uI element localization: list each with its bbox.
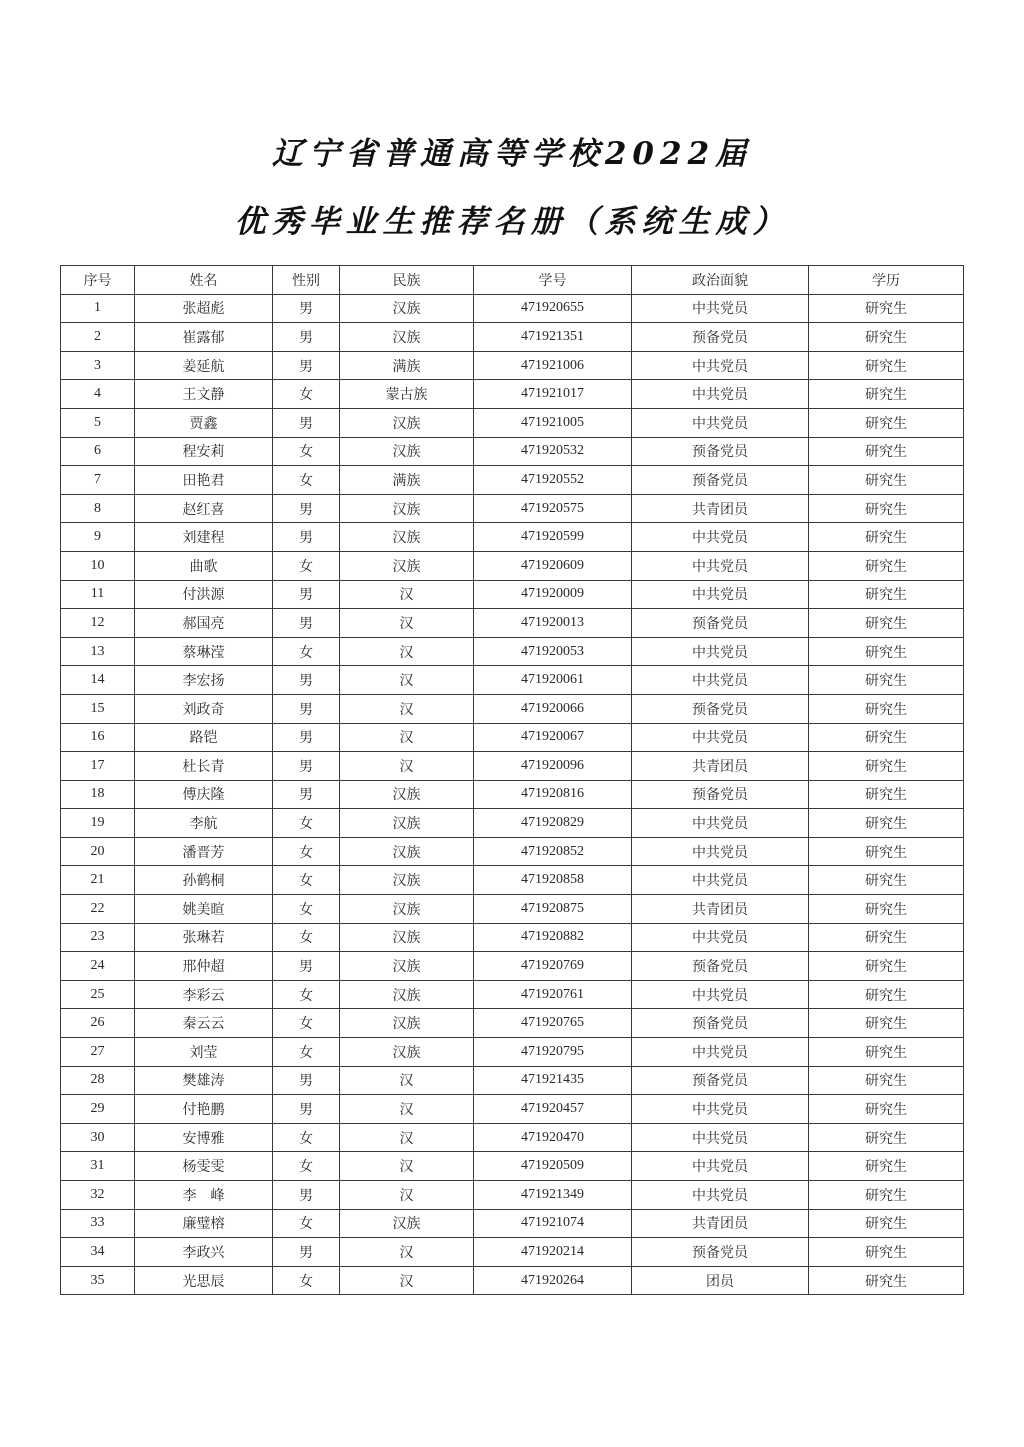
cell-education: 研究生 (809, 1123, 964, 1152)
cell-education: 研究生 (809, 866, 964, 895)
cell-gender: 男 (273, 1181, 340, 1210)
table-row (61, 1238, 964, 1267)
cell-gender: 女 (273, 895, 340, 924)
cell-education: 研究生 (809, 523, 964, 552)
document-title-line-1: 辽宁省普通高等学校2022届 (271, 136, 753, 172)
cell-political-status: 共青团员 (632, 1209, 809, 1238)
cell-name: 刘政奇 (135, 694, 273, 723)
cell-name: 潘晋芳 (135, 837, 273, 866)
cell-education: 研究生 (809, 980, 964, 1009)
table-row (61, 1009, 964, 1038)
cell-political-status: 预备党员 (632, 1066, 809, 1095)
cell-index: 10 (61, 551, 135, 580)
table-row (61, 408, 964, 437)
cell-education: 研究生 (809, 380, 964, 409)
cell-student-id: 471920575 (474, 494, 632, 523)
cell-name: 刘莹 (135, 1038, 273, 1067)
cell-gender: 男 (273, 294, 340, 323)
cell-education: 研究生 (809, 1238, 964, 1267)
cell-name: 李航 (135, 809, 273, 838)
header-row (61, 266, 964, 295)
cell-ethnicity: 汉 (340, 1266, 474, 1295)
table-row (61, 1152, 964, 1181)
cell-education: 研究生 (809, 923, 964, 952)
cell-ethnicity: 汉 (340, 1181, 474, 1210)
cell-political-status: 共青团员 (632, 895, 809, 924)
cell-political-status: 中共党员 (632, 351, 809, 380)
table-row (61, 780, 964, 809)
cell-ethnicity: 汉族 (340, 551, 474, 580)
cell-index: 5 (61, 408, 135, 437)
cell-student-id: 471920609 (474, 551, 632, 580)
cell-student-id: 471920061 (474, 666, 632, 695)
table-row (61, 637, 964, 666)
cell-student-id: 471920264 (474, 1266, 632, 1295)
cell-political-status: 预备党员 (632, 466, 809, 495)
cell-education: 研究生 (809, 1266, 964, 1295)
column-header-ethnicity: 民族 (340, 266, 474, 295)
cell-ethnicity: 满族 (340, 351, 474, 380)
cell-student-id: 471920509 (474, 1152, 632, 1181)
cell-education: 研究生 (809, 609, 964, 638)
table-row (61, 580, 964, 609)
column-header-political-status: 政治面貌 (632, 266, 809, 295)
cell-gender: 女 (273, 380, 340, 409)
cell-education: 研究生 (809, 837, 964, 866)
table-row (61, 837, 964, 866)
table-row (61, 809, 964, 838)
cell-name: 姜延航 (135, 351, 273, 380)
cell-student-id: 471921349 (474, 1181, 632, 1210)
table-row (61, 923, 964, 952)
cell-name: 刘建程 (135, 523, 273, 552)
table-row (61, 866, 964, 895)
cell-gender: 女 (273, 980, 340, 1009)
cell-student-id: 471920816 (474, 780, 632, 809)
table-row (61, 952, 964, 981)
cell-student-id: 471920214 (474, 1238, 632, 1267)
cell-student-id: 471920096 (474, 752, 632, 781)
column-header-index: 序号 (61, 266, 135, 295)
cell-gender: 男 (273, 952, 340, 981)
cell-student-id: 471920875 (474, 895, 632, 924)
cell-name: 张超彪 (135, 294, 273, 323)
cell-gender: 男 (273, 408, 340, 437)
cell-student-id: 471920858 (474, 866, 632, 895)
cell-ethnicity: 汉 (340, 609, 474, 638)
cell-index: 4 (61, 380, 135, 409)
cell-education: 研究生 (809, 694, 964, 723)
cell-index: 34 (61, 1238, 135, 1267)
table-row (61, 752, 964, 781)
table-body (61, 294, 964, 1295)
cell-student-id: 471920067 (474, 723, 632, 752)
cell-student-id: 471920852 (474, 837, 632, 866)
cell-ethnicity: 汉族 (340, 837, 474, 866)
cell-student-id: 471921017 (474, 380, 632, 409)
cell-student-id: 471920532 (474, 437, 632, 466)
cell-political-status: 中共党员 (632, 380, 809, 409)
cell-student-id: 471920795 (474, 1038, 632, 1067)
cell-gender: 男 (273, 666, 340, 695)
cell-student-id: 471920882 (474, 923, 632, 952)
cell-education: 研究生 (809, 494, 964, 523)
cell-political-status: 预备党员 (632, 1009, 809, 1038)
cell-political-status: 中共党员 (632, 1038, 809, 1067)
cell-political-status: 中共党员 (632, 523, 809, 552)
cell-political-status: 中共党员 (632, 980, 809, 1009)
cell-index: 12 (61, 609, 135, 638)
cell-gender: 女 (273, 1038, 340, 1067)
cell-index: 20 (61, 837, 135, 866)
cell-gender: 男 (273, 494, 340, 523)
cell-gender: 男 (273, 1238, 340, 1267)
cell-education: 研究生 (809, 809, 964, 838)
cell-political-status: 预备党员 (632, 952, 809, 981)
cell-political-status: 中共党员 (632, 1123, 809, 1152)
cell-index: 14 (61, 666, 135, 695)
cell-political-status: 中共党员 (632, 637, 809, 666)
cell-ethnicity: 汉 (340, 580, 474, 609)
table-row (61, 323, 964, 352)
cell-political-status: 中共党员 (632, 723, 809, 752)
cell-index: 19 (61, 809, 135, 838)
cell-name: 安博雅 (135, 1123, 273, 1152)
table-row (61, 980, 964, 1009)
cell-name: 路铠 (135, 723, 273, 752)
table-row (61, 723, 964, 752)
cell-political-status: 中共党员 (632, 866, 809, 895)
table-row (61, 437, 964, 466)
table-row (61, 609, 964, 638)
cell-political-status: 中共党员 (632, 837, 809, 866)
cell-index: 30 (61, 1123, 135, 1152)
cell-index: 2 (61, 323, 135, 352)
cell-gender: 男 (273, 523, 340, 552)
cell-gender: 男 (273, 723, 340, 752)
cell-index: 23 (61, 923, 135, 952)
cell-gender: 女 (273, 437, 340, 466)
cell-ethnicity: 汉族 (340, 780, 474, 809)
cell-education: 研究生 (809, 666, 964, 695)
cell-student-id: 471921074 (474, 1209, 632, 1238)
cell-student-id: 471920655 (474, 294, 632, 323)
table-row (61, 1038, 964, 1067)
cell-ethnicity: 汉 (340, 637, 474, 666)
table-row (61, 523, 964, 552)
cell-political-status: 预备党员 (632, 1238, 809, 1267)
cell-political-status: 中共党员 (632, 1095, 809, 1124)
cell-index: 29 (61, 1095, 135, 1124)
cell-ethnicity: 汉族 (340, 923, 474, 952)
cell-education: 研究生 (809, 780, 964, 809)
cell-index: 16 (61, 723, 135, 752)
cell-education: 研究生 (809, 466, 964, 495)
table-row (61, 666, 964, 695)
cell-gender: 男 (273, 323, 340, 352)
cell-education: 研究生 (809, 1181, 964, 1210)
cell-ethnicity: 汉 (340, 752, 474, 781)
cell-gender: 女 (273, 1209, 340, 1238)
cell-index: 32 (61, 1181, 135, 1210)
cell-index: 31 (61, 1152, 135, 1181)
cell-gender: 女 (273, 551, 340, 580)
cell-index: 25 (61, 980, 135, 1009)
cell-education: 研究生 (809, 1152, 964, 1181)
cell-gender: 男 (273, 609, 340, 638)
cell-ethnicity: 蒙古族 (340, 380, 474, 409)
cell-ethnicity: 汉族 (340, 1209, 474, 1238)
cell-student-id: 471920769 (474, 952, 632, 981)
cell-name: 姚美暄 (135, 895, 273, 924)
table-row (61, 1209, 964, 1238)
cell-education: 研究生 (809, 752, 964, 781)
cell-name: 李宏扬 (135, 666, 273, 695)
cell-political-status: 中共党员 (632, 580, 809, 609)
cell-name: 樊雄涛 (135, 1066, 273, 1095)
cell-education: 研究生 (809, 952, 964, 981)
cell-student-id: 471920053 (474, 637, 632, 666)
column-header-gender: 性别 (273, 266, 340, 295)
table-row (61, 1123, 964, 1152)
cell-political-status: 中共党员 (632, 294, 809, 323)
cell-ethnicity: 汉族 (340, 523, 474, 552)
cell-student-id: 471920470 (474, 1123, 632, 1152)
cell-index: 26 (61, 1009, 135, 1038)
cell-name: 秦云云 (135, 1009, 273, 1038)
table-row (61, 380, 964, 409)
cell-gender: 男 (273, 780, 340, 809)
cell-index: 15 (61, 694, 135, 723)
cell-political-status: 中共党员 (632, 1152, 809, 1181)
cell-gender: 男 (273, 752, 340, 781)
cell-ethnicity: 汉 (340, 1123, 474, 1152)
cell-gender: 女 (273, 837, 340, 866)
cell-student-id: 471921006 (474, 351, 632, 380)
cell-ethnicity: 汉族 (340, 294, 474, 323)
cell-gender: 女 (273, 637, 340, 666)
cell-gender: 女 (273, 1009, 340, 1038)
graduate-roster-table (60, 265, 964, 1295)
cell-name: 付洪源 (135, 580, 273, 609)
cell-student-id: 471920066 (474, 694, 632, 723)
table-row (61, 1095, 964, 1124)
cell-student-id: 471920765 (474, 1009, 632, 1038)
cell-education: 研究生 (809, 1038, 964, 1067)
cell-ethnicity: 汉 (340, 1238, 474, 1267)
cell-name: 贾鑫 (135, 408, 273, 437)
cell-name: 孙鹤桐 (135, 866, 273, 895)
cell-name: 田艳君 (135, 466, 273, 495)
cell-education: 研究生 (809, 1095, 964, 1124)
table-row (61, 351, 964, 380)
cell-gender: 男 (273, 580, 340, 609)
cell-education: 研究生 (809, 1009, 964, 1038)
cell-student-id: 471921351 (474, 323, 632, 352)
table-row (61, 494, 964, 523)
cell-index: 7 (61, 466, 135, 495)
cell-education: 研究生 (809, 580, 964, 609)
cell-student-id: 471920552 (474, 466, 632, 495)
table-row (61, 1266, 964, 1295)
cell-index: 1 (61, 294, 135, 323)
cell-education: 研究生 (809, 351, 964, 380)
cell-ethnicity: 汉族 (340, 980, 474, 1009)
cell-name: 程安莉 (135, 437, 273, 466)
cell-index: 3 (61, 351, 135, 380)
cell-ethnicity: 汉族 (340, 809, 474, 838)
cell-political-status: 预备党员 (632, 780, 809, 809)
cell-gender: 男 (273, 351, 340, 380)
cell-political-status: 中共党员 (632, 809, 809, 838)
column-header-student-id: 学号 (474, 266, 632, 295)
cell-name: 李 峰 (135, 1181, 273, 1210)
cell-name: 张琳若 (135, 923, 273, 952)
cell-ethnicity: 汉 (340, 723, 474, 752)
cell-education: 研究生 (809, 294, 964, 323)
cell-ethnicity: 汉族 (340, 437, 474, 466)
table-row (61, 895, 964, 924)
cell-political-status: 共青团员 (632, 494, 809, 523)
cell-ethnicity: 汉 (340, 1152, 474, 1181)
cell-ethnicity: 汉族 (340, 494, 474, 523)
cell-gender: 男 (273, 1095, 340, 1124)
document-title-line-2: 优秀毕业生推荐名册（系统生成） (234, 204, 790, 240)
cell-student-id: 471920599 (474, 523, 632, 552)
cell-index: 33 (61, 1209, 135, 1238)
cell-gender: 男 (273, 1066, 340, 1095)
cell-name: 王文静 (135, 380, 273, 409)
cell-ethnicity: 汉 (340, 1066, 474, 1095)
cell-gender: 女 (273, 466, 340, 495)
cell-ethnicity: 汉 (340, 694, 474, 723)
cell-student-id: 471920009 (474, 580, 632, 609)
cell-ethnicity: 汉族 (340, 1038, 474, 1067)
cell-index: 27 (61, 1038, 135, 1067)
cell-index: 35 (61, 1266, 135, 1295)
column-header-name: 姓名 (135, 266, 273, 295)
table-row (61, 1181, 964, 1210)
cell-student-id: 471920829 (474, 809, 632, 838)
cell-name: 赵红喜 (135, 494, 273, 523)
cell-name: 杨雯雯 (135, 1152, 273, 1181)
cell-name: 傅庆隆 (135, 780, 273, 809)
cell-education: 研究生 (809, 323, 964, 352)
cell-name: 杜长青 (135, 752, 273, 781)
column-header-education: 学历 (809, 266, 964, 295)
table-row (61, 1066, 964, 1095)
cell-name: 李彩云 (135, 980, 273, 1009)
cell-education: 研究生 (809, 895, 964, 924)
table-row (61, 466, 964, 495)
cell-index: 8 (61, 494, 135, 523)
cell-index: 22 (61, 895, 135, 924)
cell-political-status: 预备党员 (632, 437, 809, 466)
cell-ethnicity: 汉族 (340, 408, 474, 437)
cell-student-id: 471920013 (474, 609, 632, 638)
cell-name: 崔露郁 (135, 323, 273, 352)
cell-education: 研究生 (809, 637, 964, 666)
cell-student-id: 471920761 (474, 980, 632, 1009)
cell-education: 研究生 (809, 551, 964, 580)
cell-index: 21 (61, 866, 135, 895)
cell-name: 曲歌 (135, 551, 273, 580)
cell-ethnicity: 汉族 (340, 952, 474, 981)
cell-ethnicity: 汉族 (340, 866, 474, 895)
cell-name: 郝国亮 (135, 609, 273, 638)
cell-name: 付艳鹏 (135, 1095, 273, 1124)
cell-education: 研究生 (809, 437, 964, 466)
cell-index: 18 (61, 780, 135, 809)
cell-political-status: 预备党员 (632, 694, 809, 723)
cell-gender: 女 (273, 809, 340, 838)
cell-political-status: 预备党员 (632, 323, 809, 352)
cell-name: 廉璧榕 (135, 1209, 273, 1238)
cell-education: 研究生 (809, 1209, 964, 1238)
cell-political-status: 预备党员 (632, 609, 809, 638)
cell-student-id: 471920457 (474, 1095, 632, 1124)
cell-ethnicity: 汉族 (340, 895, 474, 924)
cell-name: 蔡琳滢 (135, 637, 273, 666)
cell-index: 17 (61, 752, 135, 781)
cell-gender: 男 (273, 694, 340, 723)
table-header (61, 266, 964, 295)
cell-name: 邢仲超 (135, 952, 273, 981)
cell-political-status: 中共党员 (632, 408, 809, 437)
cell-education: 研究生 (809, 408, 964, 437)
cell-ethnicity: 汉 (340, 1095, 474, 1124)
cell-index: 9 (61, 523, 135, 552)
cell-political-status: 中共党员 (632, 551, 809, 580)
cell-gender: 女 (273, 1123, 340, 1152)
cell-political-status: 共青团员 (632, 752, 809, 781)
cell-ethnicity: 汉族 (340, 323, 474, 352)
cell-gender: 女 (273, 1266, 340, 1295)
cell-index: 11 (61, 580, 135, 609)
cell-index: 13 (61, 637, 135, 666)
cell-name: 光思辰 (135, 1266, 273, 1295)
cell-index: 24 (61, 952, 135, 981)
cell-political-status: 中共党员 (632, 1181, 809, 1210)
cell-gender: 女 (273, 923, 340, 952)
cell-student-id: 471921005 (474, 408, 632, 437)
cell-ethnicity: 汉 (340, 666, 474, 695)
cell-index: 28 (61, 1066, 135, 1095)
table-row (61, 294, 964, 323)
cell-student-id: 471921435 (474, 1066, 632, 1095)
cell-index: 6 (61, 437, 135, 466)
cell-name: 李政兴 (135, 1238, 273, 1267)
cell-political-status: 中共党员 (632, 666, 809, 695)
cell-education: 研究生 (809, 1066, 964, 1095)
cell-education: 研究生 (809, 723, 964, 752)
cell-ethnicity: 满族 (340, 466, 474, 495)
cell-gender: 女 (273, 866, 340, 895)
cell-gender: 女 (273, 1152, 340, 1181)
table-row (61, 551, 964, 580)
cell-political-status: 中共党员 (632, 923, 809, 952)
cell-ethnicity: 汉族 (340, 1009, 474, 1038)
cell-political-status: 团员 (632, 1266, 809, 1295)
table-row (61, 694, 964, 723)
